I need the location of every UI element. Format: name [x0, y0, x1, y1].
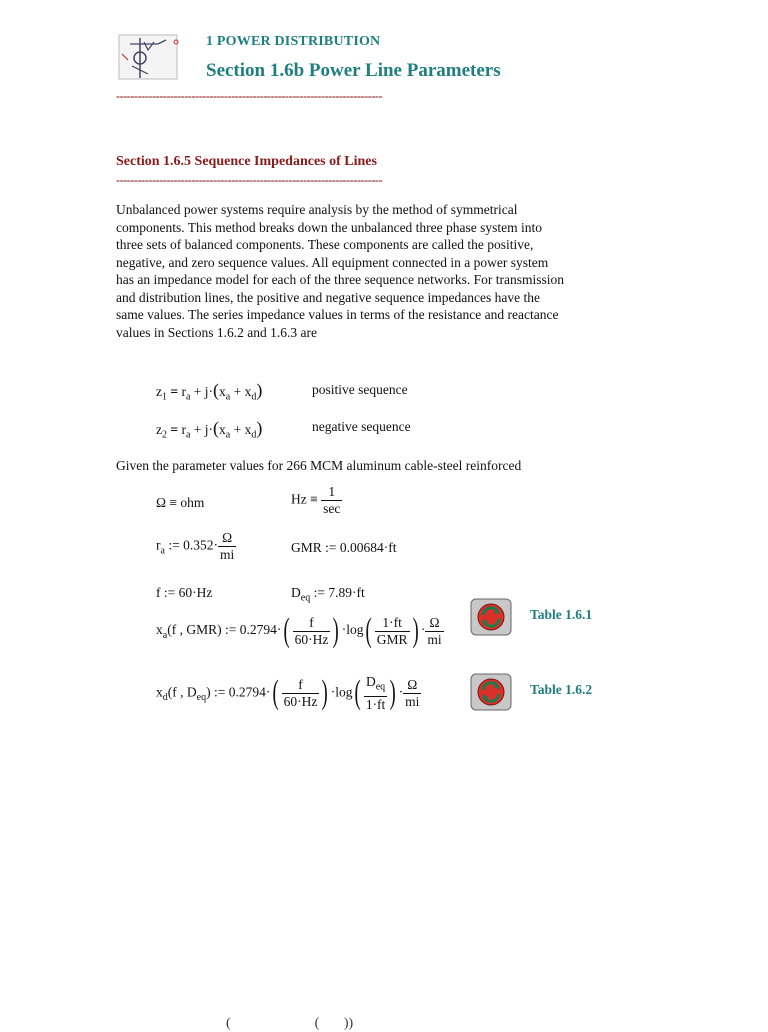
deq-definition: $D_{eq}$ := 7.89·ft	[291, 585, 365, 604]
z1-label: positive sequence	[312, 382, 408, 397]
subsection-title: Section 1.6.5 Sequence Impedances of Lines	[116, 154, 377, 169]
page-title: Section 1.6b Power Line Parameters	[206, 60, 501, 81]
refresh-icon	[470, 598, 512, 636]
refresh-table-2-button[interactable]	[470, 673, 512, 711]
hz-definition: Hz ≡ $\frac{1}{\sec}$	[291, 484, 341, 516]
table-1-link[interactable]: Table 1.6.1	[530, 607, 593, 622]
z2-equation: $z_2 = r_a + j\cdot(x_a + x_d)$	[156, 418, 263, 441]
f-definition: f := 60·Hz	[156, 585, 213, 600]
table-2-link[interactable]: Table 1.6.2	[530, 682, 593, 697]
omega-definition: Ω ≡ ohm	[156, 495, 205, 510]
gmr-definition: GMR := 0.00684·ft	[291, 540, 397, 555]
refresh-table-1-button[interactable]	[470, 598, 512, 636]
header-divider: --------------------------------------------------------------------------	[116, 89, 383, 103]
logo-icon	[118, 30, 180, 82]
subsection-divider: --------------------------------------------------------------------------	[116, 173, 383, 187]
z1-equation: $z_1 = r_a + j\cdot(x_a + x_d)$	[156, 380, 263, 403]
given-text: Given the parameter values for 266 MCM aluminum cable-steel reinforced	[116, 458, 522, 473]
chapter-heading: 1 POWER DISTRIBUTION	[206, 34, 381, 49]
intro-paragraph: Unbalanced power systems require analysis by the method of symmetrical components. This method breaks down the unbalanced three phase system into three sets of balanced components. These components are called the positive, negative, and zero sequence values. All equipment connected in a power system has an impedance model for each of the three sequence networks. For transmission and distribution lines, the positive and negative sequence impedances have the same values. The series impedance values in terms of the resistance and reactance values in Sections 1.6.2 and 1.6.3 are	[116, 202, 564, 340]
ra-definition: $r_a$ := 0.352· $\frac{\Omega}{mi}$	[156, 530, 235, 562]
cut-off-equation: ( ( ))	[226, 1016, 354, 1031]
refresh-icon	[470, 673, 512, 711]
xa-equation: $x_a(f$ , GMR) := 0.2794·( $\frac{f}{60\cdot Hz}$ ) ·log( $\frac{1\cdot ft}{\text{GMR}}$ ) · $\frac{\Omega}{mi}$	[156, 612, 442, 649]
xd-equation: $x_d(f$ , $D_{eq}$) := 0.2794·( $\frac{f}{60\cdot Hz}$ ) ·log( $\frac{D_{eq}}{1\cdot ft}$ ) · $\frac{\Omega}{mi}$	[156, 674, 420, 712]
z2-label: negative sequence	[312, 419, 411, 434]
